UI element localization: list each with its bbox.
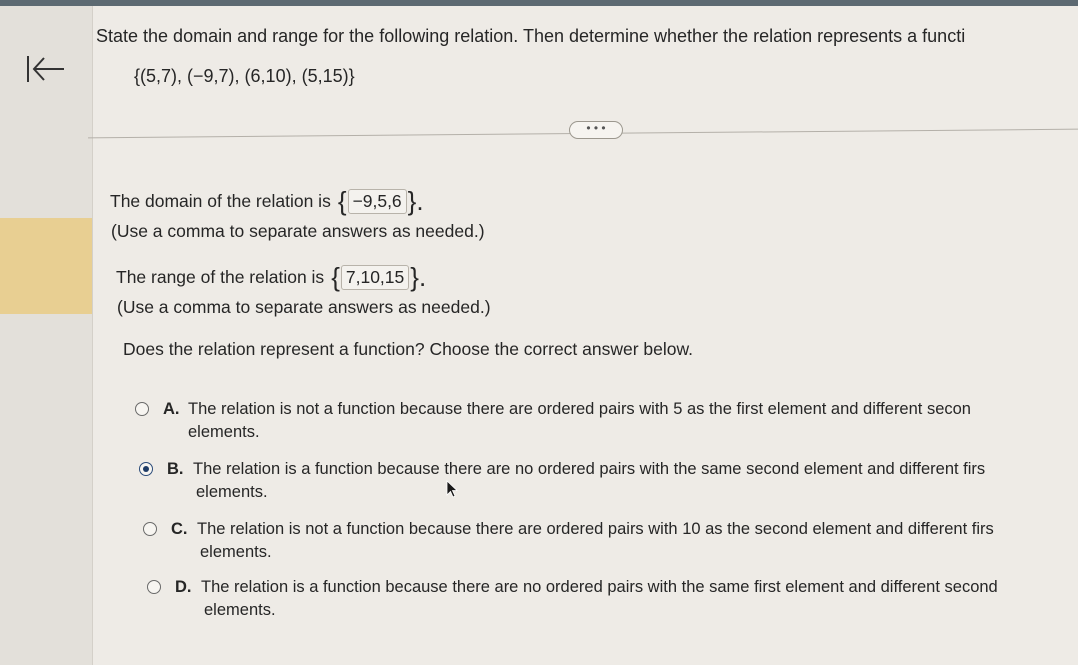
radio-button-a[interactable] [135,402,149,416]
range-answer-field[interactable]: 7,10,15 [341,265,409,290]
option-b[interactable] [137,456,1057,502]
open-brace: { [337,186,347,216]
option-text: The relation is a function because there are no ordered pairs with the same second element and different firs [193,460,986,478]
back-arrow-icon[interactable] [24,52,66,86]
open-brace: { [331,262,340,292]
question-prompt: State the domain and range for the following relation. Then determine whether the relation represents a functi [96,26,966,46]
option-letter: B. [167,460,184,478]
option-text: elements. [188,423,260,441]
close-brace: }. [407,186,424,216]
left-strip [0,6,92,665]
domain-line [110,188,425,214]
relation-set: {(5,7), (−9,7), (6,10), (5,15)} [134,66,355,86]
option-text: elements. [196,483,268,501]
option-a[interactable] [133,396,1053,442]
function-question: Does the relation represent a function? Choose the correct answer below. [123,339,694,359]
range-hint: (Use a comma to separate answers as needed.) [117,297,491,317]
domain-answer-field[interactable]: −9,5,6 [348,189,407,214]
option-text: elements. [200,543,272,561]
progress-highlight [0,218,92,314]
radio-button-b-selected[interactable] [139,462,153,476]
option-text: elements. [204,601,276,619]
option-text: The relation is a function because there are no ordered pairs with the same first element and different second [201,578,998,596]
range-label: The range of the relation is [116,266,325,287]
option-d[interactable] [145,574,1065,620]
more-button[interactable]: • • • [569,121,623,139]
domain-hint: (Use a comma to separate answers as needed.) [111,221,485,241]
option-text: The relation is not a function because there are ordered pairs with 10 as the second element and different firs [197,520,994,538]
range-line [116,264,427,290]
option-letter: C. [171,520,188,538]
option-letter: D. [175,578,192,596]
option-c[interactable] [141,516,1061,562]
question-panel [92,6,1078,665]
mouse-pointer-icon [446,480,460,498]
option-text: The relation is not a function because there are ordered pairs with 5 as the first element and different secon [188,400,971,418]
close-brace: }. [410,262,427,292]
domain-label: The domain of the relation is [110,190,331,211]
option-letter: A. [163,400,180,418]
radio-button-c[interactable] [143,522,157,536]
radio-button-d[interactable] [147,580,161,594]
